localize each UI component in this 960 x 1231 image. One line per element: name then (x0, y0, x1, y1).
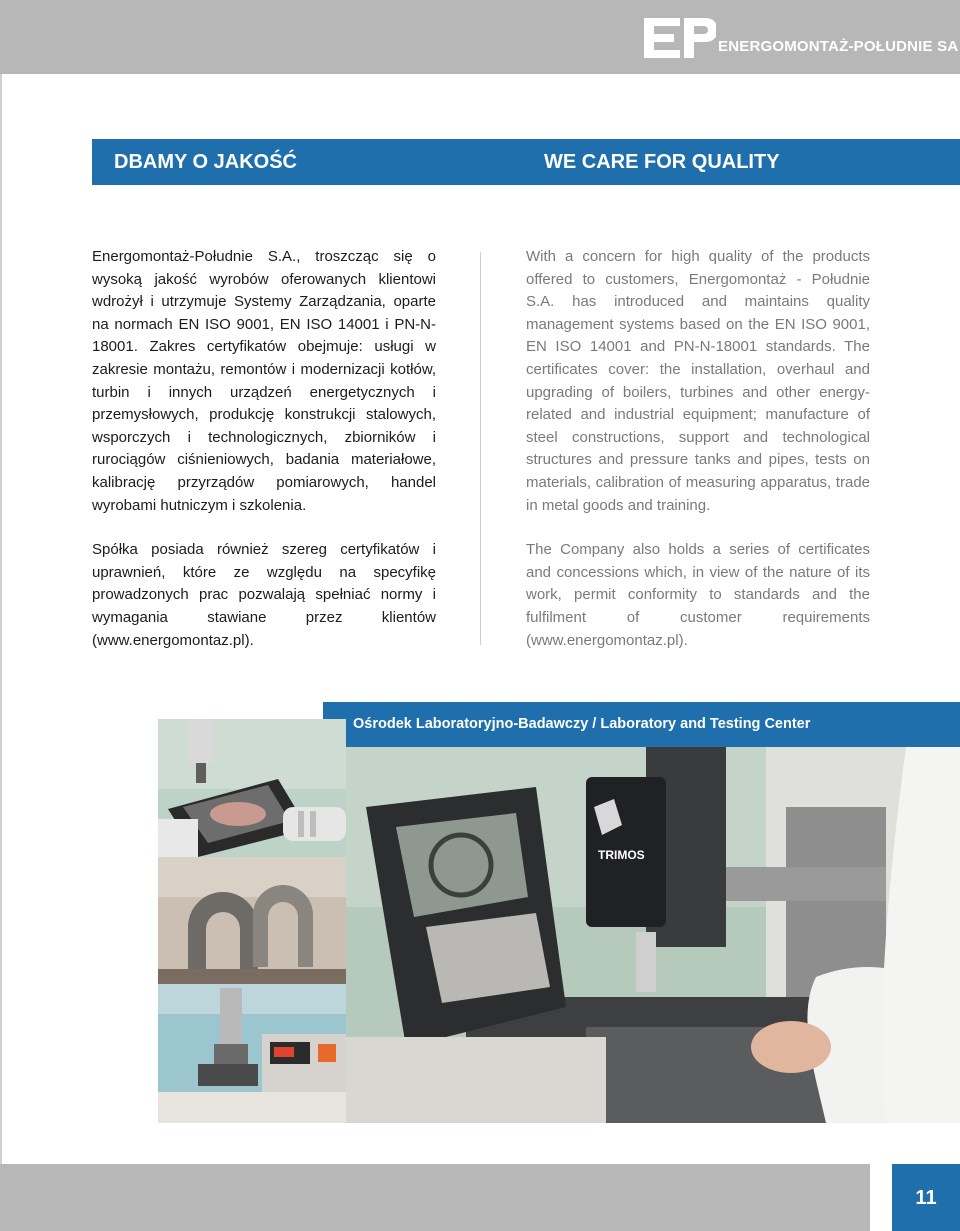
bottom-footer-bar (0, 1164, 870, 1231)
page-number-box (892, 1164, 960, 1231)
photo-microscope (158, 719, 346, 857)
device-brand: TRIMOS (598, 848, 645, 862)
left-page-edge (0, 74, 2, 1164)
photo-caption: Ośrodek Laboratoryjno-Badawczy / Laboratory and Testing Center (353, 716, 811, 732)
polish-paragraph-1: Energomontaż-Południe S.A., troszcząc się o wysoką jakość wyrobów oferowanych klientowi wdrożył i utrzymuje Systemy Zarządzania, oparte na normach EN ISO 9001, EN ISO 14001 i PN-N-18001. Zakres certyfikatów obejmuje: usługi w zakresie montażu, remontów i modernizacji kotłów, turbin i innych urządzeń energetycznych i przemysłowych, produkcję konstrukcji stalowych, wsporczych i technologicznych, zbiorników i rurociągów ciśnieniowych, badania materiałowe, kalibrację przyrządów pomiarowych, handel wyrobami hutniczym i szkolenia. (92, 248, 436, 514)
photo-caption-band (323, 702, 960, 747)
section-title-pl: DBAMY O JAKOŚĆ (114, 151, 297, 173)
polish-text-column (92, 246, 436, 674)
company-name: ENERGOMONTAŻ-POŁUDNIE SA (718, 38, 959, 55)
photo-testing-instrument (158, 984, 346, 1123)
section-title-band (92, 139, 960, 185)
section-title-en: WE CARE FOR QUALITY (544, 151, 780, 173)
column-divider (480, 252, 481, 645)
photo-steel-samples (158, 857, 346, 984)
photo-height-gauge (346, 747, 960, 1123)
english-paragraph-1: With a concern for high quality of the products offered to customers, Energomontaż - Południe S.A. has introduced and maintains quality management systems based on the EN ISO 9001, EN ISO 14001 and PN-N-18001 standards. The certificates cover: the installation, overhaul and upgrading of boilers, turbines and other energy-related and industrial equipment; manufacture of steel constructions, support and technological structures and pressure tanks and pipes, tests on materials, calibration of measuring apparatus, trade in metal goods and training. (526, 248, 870, 514)
english-text-column (526, 246, 870, 674)
english-paragraph-2: The Company also holds a series of certificates and concessions which, in view of the nature of its work, permit conformity to standards and the fulfilment of customer requirements (www.energomontaz.pl). (526, 541, 870, 649)
company-logo (644, 14, 958, 58)
ep-logo-icon (644, 18, 716, 58)
polish-paragraph-2: Spółka posiada również szereg certyfikatów i uprawnień, które ze względu na specyfikę prowadzonych prac pozwalają spełniać normy i wymagania stawiane przez klientów (www.energomontaz.pl). (92, 541, 436, 649)
page-number: 11 (915, 1187, 937, 1209)
